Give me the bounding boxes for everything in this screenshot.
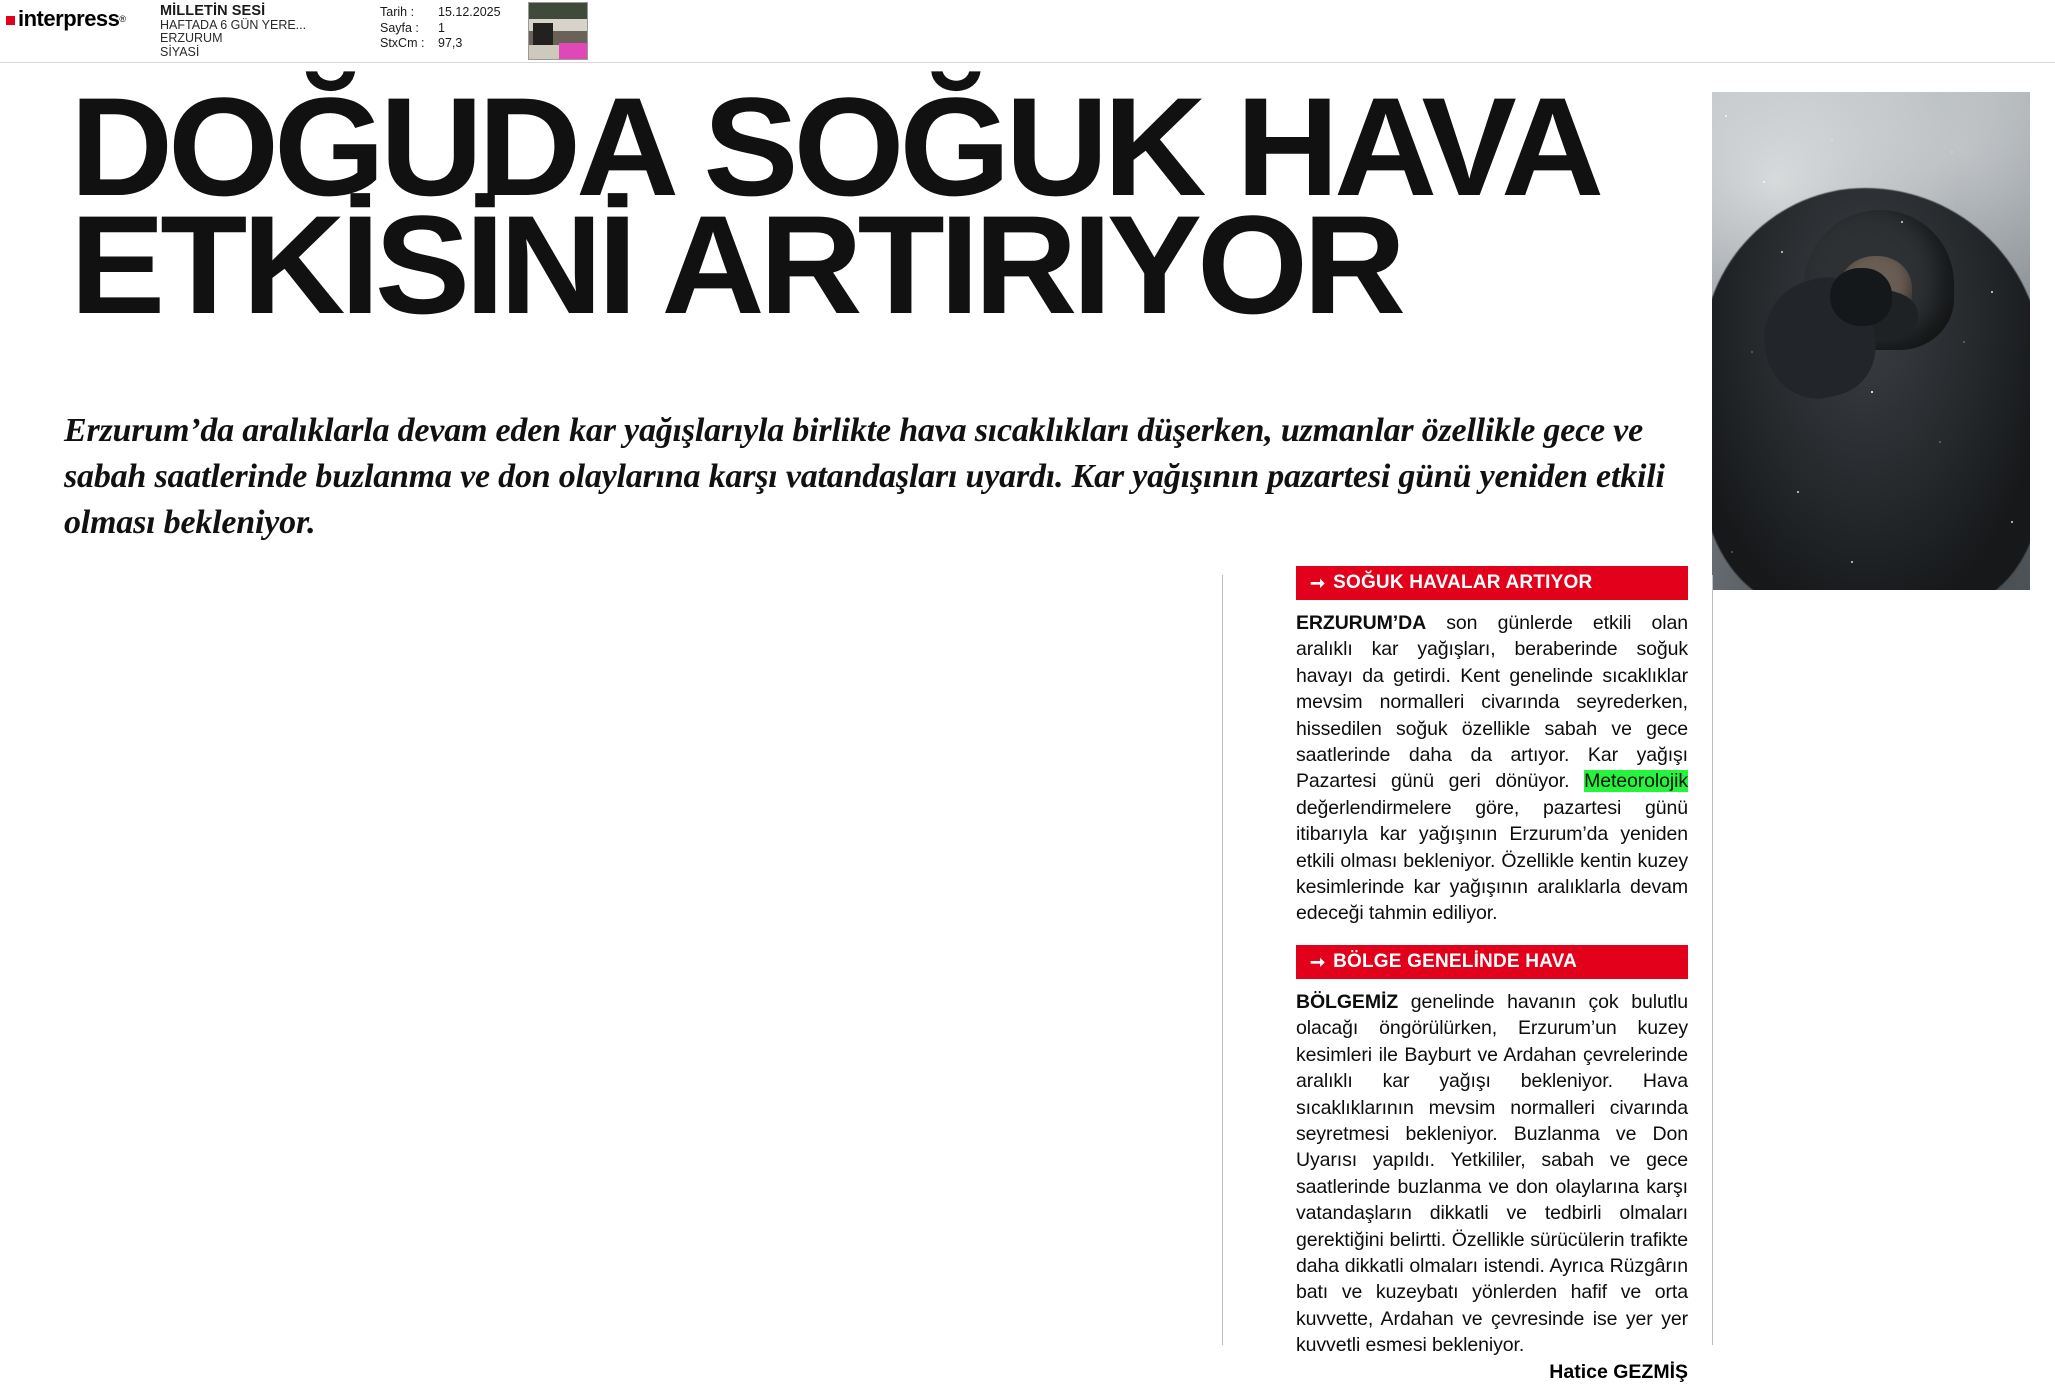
section-kicker-1 — [1296, 566, 1688, 600]
section-1-text-before: son günlerde etkili olan aralıklı kar yağışları, beraberinde soğuk havayı da getirdi. Kent genelinde sıcaklıklar mevsim normalleri civarında seyrederken, hissedilen soğuk özellikle sabah ve gece saatlerinde daha da artıyor. Kar yağışı Pazartesi günü geri dönüyor. — [1296, 612, 1688, 793]
page-value: 1 — [438, 20, 445, 35]
photo-snow-overlay — [1712, 92, 2030, 590]
section-1-highlighted-term: Meteorolojik — [1584, 770, 1688, 793]
section-2-lead: BÖLGEMİZ — [1296, 990, 1399, 1013]
section-kicker-1-label: SOĞUK HAVALAR ARTIYOR — [1333, 572, 1593, 593]
section-kicker-2 — [1296, 945, 1688, 979]
publication-name: MİLLETİN SESİ — [160, 3, 266, 19]
date-value: 15.12.2025 — [438, 5, 501, 19]
size-label: StxCm : — [380, 36, 425, 50]
date-label: Tarih : — [380, 5, 415, 19]
clipping-meta — [380, 5, 505, 52]
page-thumbnail[interactable] — [528, 2, 588, 60]
section-2-paragraph — [1296, 989, 1688, 1359]
section-1-text-after: değerlendirmelere göre, pazartesi günü itibarıyla kar yağışının Erzurum’da yeniden etkili olması bekleniyor. Özellikle kentin kuzey kesimlerinde kar yağışının aralıklarla devam edeceği tahmin ediliyor. — [1296, 796, 1688, 925]
interpress-logo — [6, 6, 136, 32]
article-byline: Hatice GEZMİŞ — [1549, 1360, 1688, 1383]
publication-frequency: HAFTADA 6 GÜN YERE... — [160, 17, 307, 32]
section-kicker-2-label: BÖLGE GENELİNDE HAVA — [1333, 950, 1578, 972]
page-label: Sayfa : — [380, 20, 419, 35]
publication-category: SİYASİ — [160, 44, 200, 59]
section-2-text: genelinde havanın çok bulutlu olacağı öngörülürken, Erzurum’un kuzey kesimleri ile Bayburt ve Ardahan çevrelerinde aralıklı kar yağışı bekleniyor. Hava sıcaklıklarının mevsim normalleri civarında seyretmesi bekleniyor. Buzlanma ve Don Uyarısı yapıldı. Yetkililer, sabah ve gece saatlerinde buzlanma ve don olaylarına karşı vatandaşların dikkatli ve tedbirli olmaları gerektiğini belirtti. Özellikle sürücülerin trafikte daha dikkatli olmaları istendi. Ayrıca Rüzgârın batı ve kuzeybatı yönlerden hafif ve orta kuvvette, Ardahan ve çevresinde ise yer yer kuvvetli esmesi bekleniyor. — [1296, 990, 1688, 1357]
article-body-column — [1296, 566, 1688, 1384]
publication-city: ERZURUM — [160, 31, 223, 45]
article-deck: Erzurum’da aralıklarla devam eden kar yağışlarıyla birlikte hava sıcaklıkları düşerken, uzmanlar özellikle gece ve sabah saatlerinde buzlanma ve don olaylarına karşı vatandaşları uyardı. Kar yağışının pazartesi günü yeniden etkili olması bekleniyor. — [64, 412, 1665, 541]
thumbnail-dark-block — [533, 23, 553, 45]
section-1-lead: ERZURUM’DA — [1296, 612, 1427, 634]
arrow-down-right-icon: ➞ — [1310, 573, 1326, 593]
article-headline — [70, 68, 1743, 343]
logo-inter-text: inter — [18, 6, 64, 31]
column-rule-right — [1712, 575, 1713, 1345]
section-1-paragraph — [1296, 610, 1688, 927]
size-value: 97,3 — [438, 36, 463, 50]
publication-meta — [160, 5, 306, 59]
arrow-down-right-icon-2: ➞ — [1310, 951, 1326, 972]
article-photo — [1712, 92, 2030, 590]
thumbnail-band-top — [529, 3, 587, 19]
logo-square-icon — [6, 16, 15, 25]
headline-line-2: ETKİSİNİ ARTIRIYOR — [70, 186, 1401, 343]
headline-line-1: DOĞUDA SOĞUK HAVA — [70, 68, 1600, 225]
thumbnail-pink-block — [559, 43, 587, 59]
logo-registered-mark: ® — [119, 14, 126, 24]
column-rule-left — [1222, 575, 1223, 1345]
clipping-header-bar — [0, 0, 2055, 63]
logo-press-text: press — [63, 6, 120, 31]
